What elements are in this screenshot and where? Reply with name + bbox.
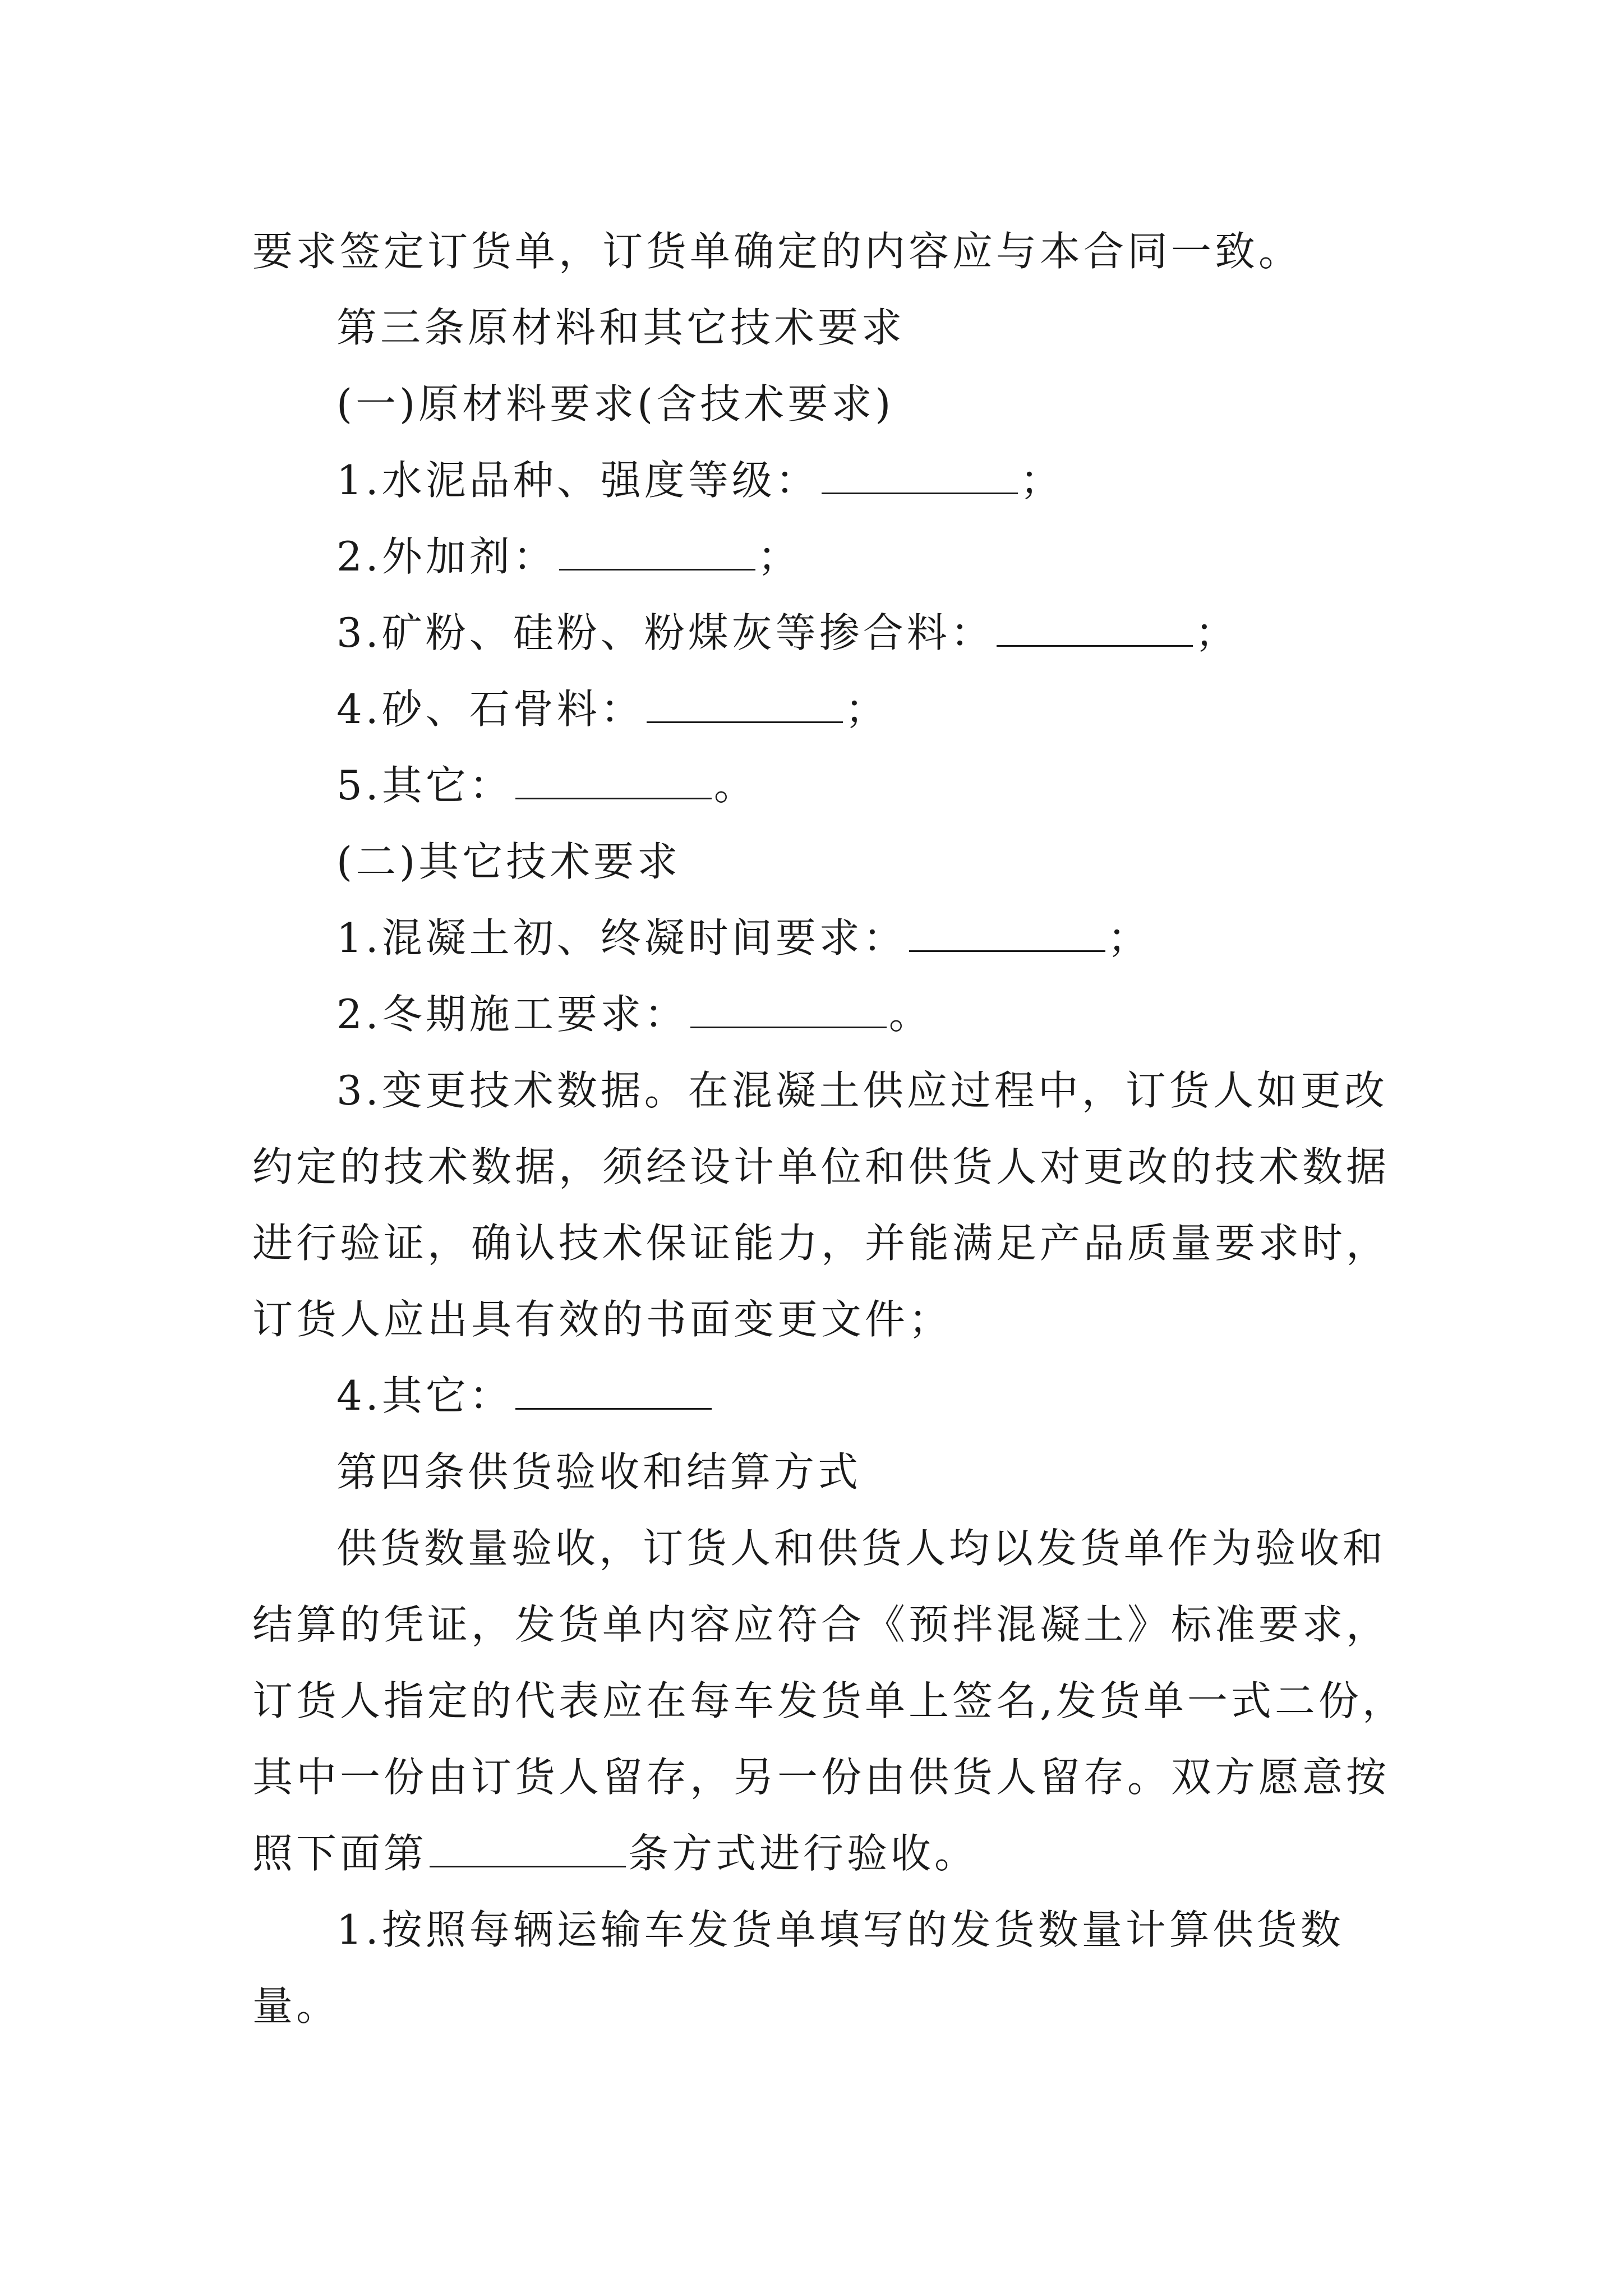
form-item-label: 4.其它：	[336, 1372, 513, 1419]
fill-in-blank[interactable]	[515, 1373, 712, 1410]
paragraph-line: 供货数量验收，订货人和供货人均以发货单作为验收和	[336, 1525, 1387, 1572]
form-item	[336, 528, 1475, 585]
paragraph-line: 进行验证，确认技术保证能力，并能满足产品质量要求时，	[252, 1220, 1390, 1267]
form-item	[336, 605, 1475, 661]
form-item-suffix: 条方式进行验收。	[628, 1830, 979, 1877]
paragraph-line: 要求签定订货单，订货单确定的内容应与本合同一致。	[252, 228, 1303, 275]
form-item	[336, 910, 1475, 966]
fill-in-blank[interactable]	[515, 763, 712, 799]
form-item-label: 2.外加剂：	[336, 533, 557, 580]
paragraph-line: 3.变更技术数据。在混凝土供应过程中，订货人如更改	[336, 1067, 1388, 1114]
paragraph-line: 订货人应出具有效的书面变更文件；	[252, 1296, 953, 1343]
subsection-heading: (一)原材料要求(含技术要求)	[336, 380, 895, 427]
fill-in-blank[interactable]	[690, 992, 887, 1028]
form-item	[336, 452, 1475, 508]
paragraph-line: 其中一份由订货人留存，另一份由供货人留存。双方愿意按	[252, 1754, 1390, 1801]
form-item-suffix: ；	[845, 685, 889, 733]
fill-in-blank[interactable]	[430, 1831, 626, 1867]
paragraph-line: 量。	[252, 1982, 340, 2030]
form-item-suffix: ；	[1020, 457, 1064, 504]
form-item-label: 5.其它：	[336, 762, 513, 809]
form-item	[336, 681, 1475, 737]
form-item-suffix: ；	[1107, 914, 1151, 961]
form-item	[252, 1825, 1391, 1881]
paragraph-line: 约定的技术数据，须经设计单位和供货人对更改的技术数据	[252, 1143, 1390, 1190]
fill-in-blank[interactable]	[909, 915, 1105, 952]
form-item-suffix: 。	[713, 762, 758, 809]
form-item-label: 4.砂、石骨料：	[336, 685, 644, 733]
form-item	[336, 757, 1475, 813]
paragraph-line: 结算的凭证，发货单内容应符合《预拌混凝土》标准要求，	[252, 1601, 1390, 1648]
fill-in-blank[interactable]	[997, 610, 1193, 647]
paragraph-line: 订货人指定的代表应在每车发货单上签名,发货单一式二份，	[252, 1677, 1406, 1724]
form-item-label: 1.水泥品种、强度等级：	[336, 457, 819, 504]
paragraph-line: 1.按照每辆运输车发货单填写的发货数量计算供货数	[336, 1906, 1344, 1953]
form-item-suffix: ；	[757, 533, 801, 580]
form-item	[336, 986, 1475, 1042]
form-item-suffix: ；	[1195, 609, 1239, 656]
section-heading: 第四条供货验收和结算方式	[336, 1448, 862, 1496]
form-item-suffix: 。	[888, 991, 933, 1038]
form-item-label: 2.冬期施工要求：	[336, 991, 688, 1038]
form-item	[336, 1368, 1475, 1424]
fill-in-blank[interactable]	[822, 458, 1018, 494]
fill-in-blank[interactable]	[647, 687, 843, 723]
form-item-label: 3.矿粉、硅粉、粉煤灰等掺合料：	[336, 609, 994, 656]
section-heading: 第三条原材料和其它技术要求	[336, 304, 906, 351]
form-item-label: 照下面第	[252, 1830, 428, 1877]
form-item-label: 1.混凝土初、终凝时间要求：	[336, 914, 907, 961]
subsection-heading: (二)其它技术要求	[336, 838, 681, 885]
fill-in-blank[interactable]	[559, 534, 755, 570]
